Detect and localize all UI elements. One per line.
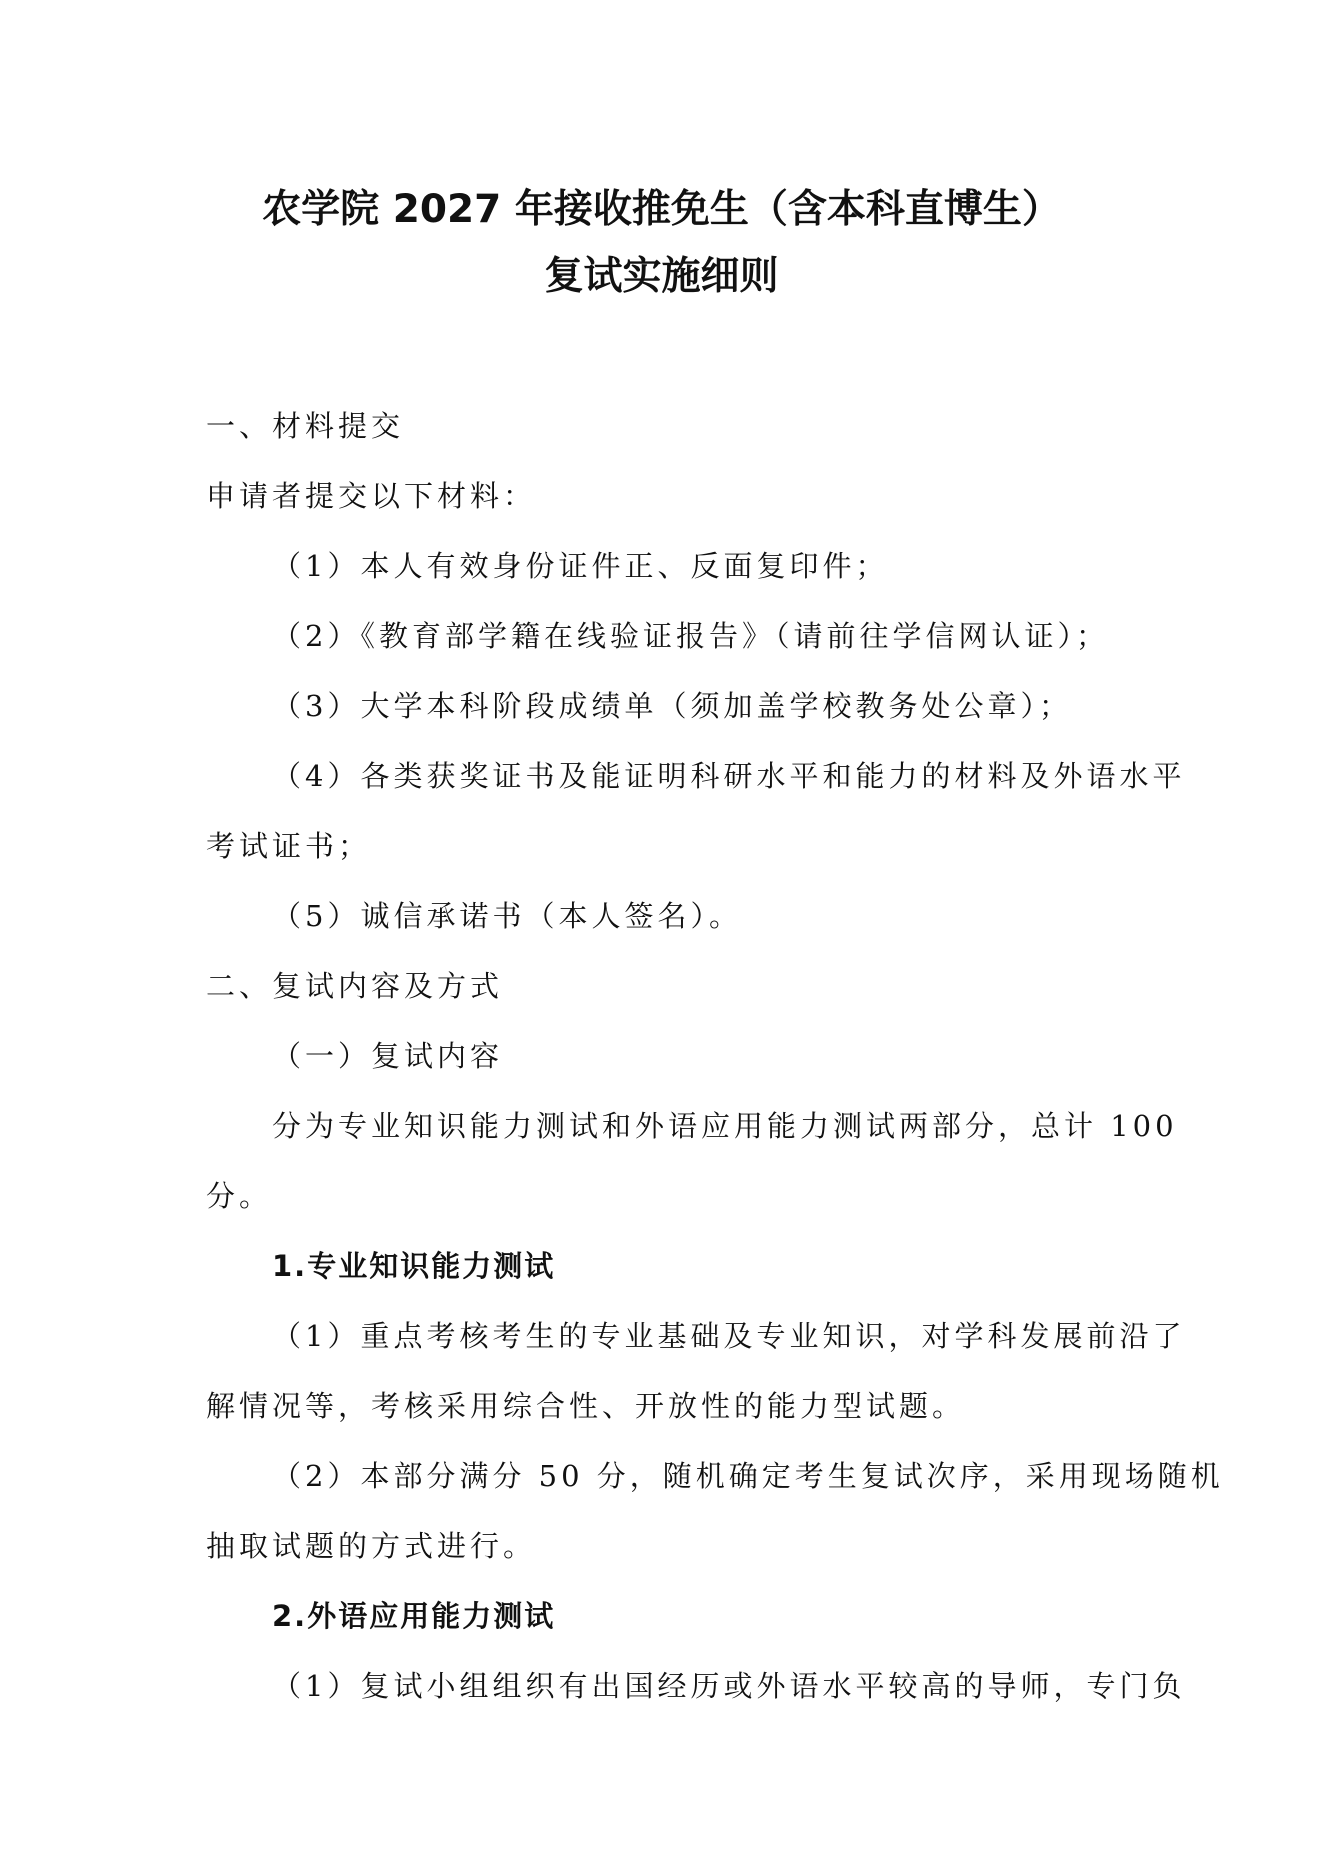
material-item-3: （3）大学本科阶段成绩单（须加盖学校教务处公章）； (272, 689, 1072, 723)
material-item-4: （4）各类获奖证书及能证明科研水平和能力的材料及外语水平 (272, 759, 1186, 793)
test-1-paragraph-2: （2）本部分满分 50 分，随机确定考生复试次序，采用现场随机 (272, 1459, 1224, 1493)
document-title-line-1: 农学院 2027 年接收推免生（含本科直博生） (262, 187, 1061, 232)
section-2-heading: 二、复试内容及方式 (206, 969, 504, 1003)
test-1-paragraph-2-continued: 抽取试题的方式进行。 (206, 1529, 537, 1563)
test-1-heading: 1.专业知识能力测试 (272, 1249, 556, 1283)
test-2-heading: 2.外语应用能力测试 (272, 1599, 556, 1633)
test-1-paragraph-1: （1）重点考核考生的专业基础及专业知识，对学科发展前沿了 (272, 1319, 1186, 1353)
material-item-2: （2）《教育部学籍在线验证报告》（请前往学信网认证）； (272, 619, 1109, 653)
paragraph-content-continued: 分。 (206, 1179, 273, 1213)
paragraph-content: 分为专业知识能力测试和外语应用能力测试两部分，总计 100 (272, 1109, 1178, 1143)
test-1-paragraph-1-continued: 解情况等，考核采用综合性、开放性的能力型试题。 (206, 1389, 966, 1423)
section-1-intro: 申请者提交以下材料： (206, 479, 537, 513)
material-item-1: （1）本人有效身份证件正、反面复印件； (272, 549, 889, 583)
document-title-line-2: 复试实施细则 (544, 254, 779, 299)
material-item-5: （5）诚信承诺书（本人签名）。 (272, 899, 742, 933)
section-2-subheading: （一）复试内容 (272, 1039, 504, 1073)
test-2-paragraph-1: （1）复试小组组织有出国经历或外语水平较高的导师，专门负 (272, 1669, 1186, 1703)
section-1-heading: 一、材料提交 (206, 409, 405, 443)
material-item-4-continued: 考试证书； (206, 829, 372, 863)
